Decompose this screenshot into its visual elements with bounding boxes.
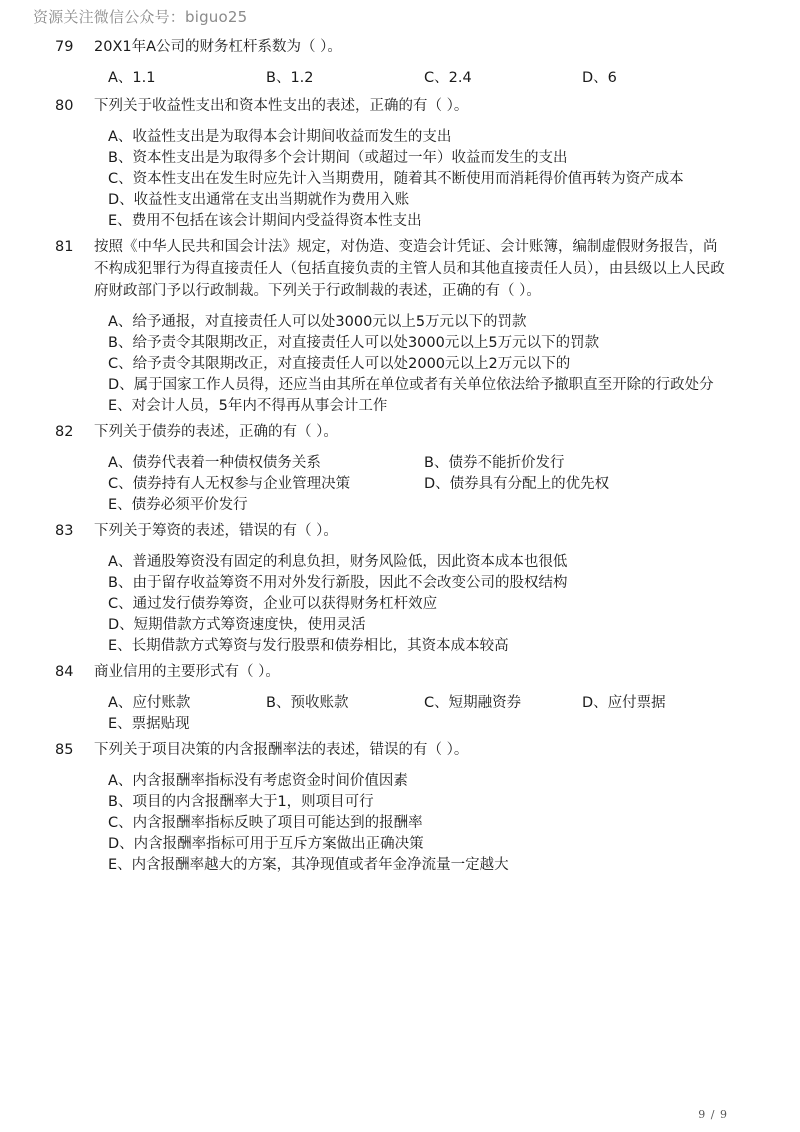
- option-b: B、债券不能折价发行: [424, 455, 565, 471]
- question-text: 下列关于项目决策的内含报酬率法的表述，错误的有（ ）。: [94, 742, 469, 758]
- question-stem: [0, 421, 800, 443]
- option-e: E、长期借款方式筹资与发行股票和债券相比，其资本成本较高: [108, 638, 509, 654]
- question-stem: [0, 520, 800, 542]
- option-e: E、票据贴现: [108, 716, 190, 732]
- option-c: C、短期融资券: [424, 695, 522, 711]
- option-d: D、债券具有分配上的优先权: [424, 476, 610, 492]
- watermark-text: 资源关注微信公众号：biguo25: [33, 8, 248, 26]
- question-85: [0, 739, 800, 876]
- question-stem: [0, 661, 800, 683]
- option-d: D、应付票据: [582, 695, 666, 711]
- option-c: C、给予责令其限期改正，对直接责任人可以处2000元以上2万元以下的: [108, 356, 571, 372]
- option-list: [0, 453, 800, 516]
- option-b: B、项目的内含报酬率大于1，则项目可行: [108, 794, 374, 810]
- option-list: [0, 552, 800, 657]
- option-a: A、债券代表着一种债权债务关系: [108, 455, 321, 471]
- option-e: E、债券必须平价发行: [108, 497, 248, 513]
- option-c: C、债券持有人无权参与企业管理决策: [108, 476, 351, 492]
- question-stem: [0, 95, 800, 117]
- question-82: [0, 421, 800, 516]
- option-list: [0, 68, 800, 89]
- question-81: [0, 236, 800, 417]
- option-d: D、短期借款方式筹资速度快，使用灵活: [108, 617, 366, 633]
- option-c: C、资本性支出在发生时应先计入当期费用，随着其不断使用而消耗得价值再转为资产成本: [108, 171, 684, 187]
- question-stem: [0, 36, 800, 58]
- question-number: 81: [55, 239, 74, 255]
- option-list: [0, 771, 800, 876]
- option-e: E、内含报酬率越大的方案，其净现值或者年金净流量一定越大: [108, 857, 509, 873]
- page-number: 9 / 9: [698, 1108, 728, 1121]
- option-c: C、2.4: [424, 70, 472, 86]
- question-stem: [0, 739, 800, 761]
- question-text: 下列关于债券的表述，正确的有（ ）。: [94, 424, 338, 440]
- question-number: 85: [55, 742, 74, 758]
- option-a: A、给予通报，对直接责任人可以处3000元以上5万元以下的罚款: [108, 314, 527, 330]
- question-number: 83: [55, 523, 74, 539]
- option-e: E、费用不包括在该会计期间内受益得资本性支出: [108, 213, 422, 229]
- option-b: B、给予责令其限期改正，对直接责任人可以处3000元以上5万元以下的罚款: [108, 335, 600, 351]
- question-text: 下列关于收益性支出和资本性支出的表述，正确的有（ ）。: [94, 98, 469, 114]
- question-number: 82: [55, 424, 74, 440]
- question-text: 按照《中华人民共和国会计法》规定，对伪造、变造会计凭证、会计账簿，编制虚假财务报告，尚不构成犯罪行为得直接责任人（包括直接负责的主管人员和其他直接责任人员），由县级以上人民政府财政部门予以行政制裁。下列关于行政制裁的表述，正确的有（ ）。: [94, 239, 725, 299]
- question-text: 下列关于筹资的表述，错误的有（ ）。: [94, 523, 338, 539]
- question-text: 商业信用的主要形式有（ ）。: [94, 664, 280, 680]
- option-a: A、1.1: [108, 70, 156, 86]
- question-list: [0, 36, 800, 880]
- question-number: 80: [55, 98, 74, 114]
- question-number: 79: [55, 39, 74, 55]
- option-d: D、6: [582, 70, 617, 86]
- option-d: D、属于国家工作人员得，还应当由其所在单位或者有关单位依法给予撤职直至开除的行政处分: [108, 377, 714, 393]
- option-c: C、内含报酬率指标反映了项目可能达到的报酬率: [108, 815, 423, 831]
- option-a: A、普通股筹资没有固定的利息负担，财务风险低，因此资本成本也很低: [108, 554, 568, 570]
- option-a: A、收益性支出是为取得本会计期间收益而发生的支出: [108, 129, 452, 145]
- option-b: B、由于留存收益筹资不用对外发行新股，因此不会改变公司的股权结构: [108, 575, 568, 591]
- option-e: E、对会计人员，5年内不得再从事会计工作: [108, 398, 388, 414]
- option-b: B、1.2: [266, 70, 314, 86]
- option-list: [0, 312, 800, 417]
- option-list: [0, 127, 800, 232]
- option-list: [0, 693, 800, 735]
- option-a: A、应付账款: [108, 695, 191, 711]
- option-b: B、预收账款: [266, 695, 349, 711]
- question-text: 20X1年A公司的财务杠杆系数为（ ）。: [94, 39, 342, 55]
- question-80: [0, 95, 800, 232]
- option-a: A、内含报酬率指标没有考虑资金时间价值因素: [108, 773, 408, 789]
- question-84: [0, 661, 800, 735]
- option-d: D、收益性支出通常在支出当期就作为费用入账: [108, 192, 410, 208]
- option-b: B、资本性支出是为取得多个会计期间（或超过一年）收益而发生的支出: [108, 150, 568, 166]
- question-stem: [0, 236, 800, 302]
- option-d: D、内含报酬率指标可用于互斥方案做出正确决策: [108, 836, 424, 852]
- question-83: [0, 520, 800, 657]
- question-number: 84: [55, 664, 74, 680]
- question-79: [0, 36, 800, 89]
- option-c: C、通过发行债券筹资，企业可以获得财务杠杆效应: [108, 596, 438, 612]
